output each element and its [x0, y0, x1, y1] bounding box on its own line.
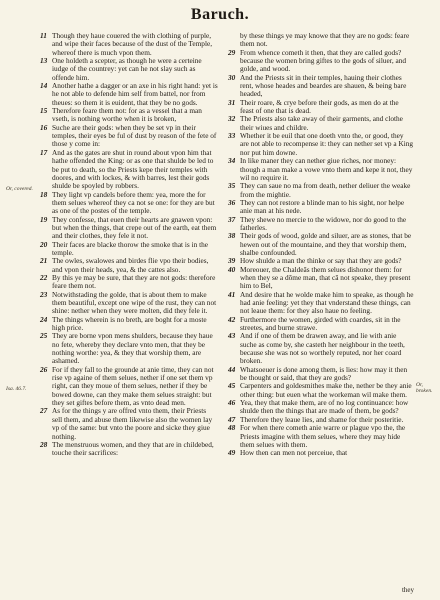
verse	[228, 49, 414, 74]
left-column	[40, 32, 218, 458]
verse-number: 37	[228, 214, 236, 224]
verse	[228, 424, 414, 449]
verse	[228, 232, 414, 257]
verse-text: Though they haue couered the with clothing of purple, and wipe their faces because of the dust of the Temple, whereof there is much vpon them.	[52, 31, 213, 57]
verse-number: 49	[228, 448, 236, 458]
verse-number: 39	[228, 256, 236, 266]
verse-number: 27	[40, 406, 48, 416]
verse-number: 23	[40, 289, 48, 299]
verse-text: They can saue no ma from death, nether deliuer the weake from the mightie.	[240, 181, 411, 199]
margin-note: Isa. 46.7.	[6, 386, 27, 392]
verse	[228, 132, 414, 157]
verse-number: 35	[228, 181, 236, 191]
verse-text: In like maner they can nether giue riches, nor money: though a man make a vowe vnto them and kepe it not, they wil no require it.	[240, 156, 413, 182]
verse-number: 46	[228, 398, 236, 408]
verse-text: Suche are their gods: when they be set vp in their temples, their eyes be ful of dust by reason of the fete of those y come in:	[52, 122, 217, 149]
verse-text: They confesse, that euen their hearts are gnawen vpon: but when the things, that crepe out of the earth, eat them and their clothes, they fele it not.	[52, 214, 217, 241]
verse-number: 32	[228, 114, 236, 124]
verse	[228, 115, 414, 132]
verse-number: 15	[40, 106, 48, 116]
verse	[40, 82, 218, 107]
verse-text: They are borne vpon mens shulders, because they haue no fete, whereby they declare vnto men, that they be nothing worthe: yea, & they that worship them, are ashamed.	[52, 331, 213, 366]
verse-text: They can not restore a blinde man to his sight, nor helpe anie man at his nede.	[240, 197, 405, 216]
verse-text: Carpenters and goldesmithes make the, nether be they anie other thing: but euen what the workeman wil make them.	[240, 381, 412, 399]
verse-text: For when there cometh anie warre or plague vpo the, the Priests imagine with them selues, where they may hide them selues with them.	[240, 423, 406, 449]
verse	[40, 332, 218, 365]
verse	[40, 291, 218, 316]
verse-number: 48	[228, 423, 236, 433]
verse	[228, 291, 414, 316]
verse	[40, 124, 218, 149]
verse-text: Moreouer, the Chaldeās them selues dishonor them: for when they se a dōme man, that cā not speake, they present him to Bel,	[240, 264, 411, 291]
verse	[228, 266, 414, 291]
page-title: Baruch.	[190, 6, 250, 23]
verse-number: 36	[228, 197, 236, 207]
verse	[228, 332, 414, 365]
verse-number: 17	[40, 147, 48, 157]
verse	[40, 407, 218, 440]
verse-text: For if they fall to the grounde at anie time, they can not rise vp againe of them selues, nether if one set them vp right, can they moue of them selues, nether if they be bowed downe, can they make them selues straight: but they set giftes before them, as vnto dead men.	[52, 364, 214, 408]
verse	[40, 32, 218, 57]
verse-text: And as the gates are shut in round about vpon him that hathe offended the King: or as one that shulde be led to be put to death, so the Priests kepe their temples with doores, and with lockes, & with barres, lest their gods shulde be spoyled by robbers.	[52, 147, 214, 191]
verse	[40, 316, 218, 333]
verse-text: And desire that he wolde make him to speake, as though he had anie feeling: yet they that vnderstand these things, can not leaue them: for they also haue no feeling.	[240, 289, 414, 316]
verse	[40, 57, 218, 82]
margin-note: Or, covered.	[6, 186, 33, 192]
verse-number: 26	[40, 364, 48, 374]
verse-number: 16	[40, 122, 48, 132]
verse	[40, 366, 218, 408]
verse-text: Their gods of wood, golde and siluer, are as stones, that be hewen out of the mountaine, and they that worship them, shalbe confounded.	[240, 231, 412, 257]
verse-text: Their roare, & crye before their gods, as men do at the feast of one that is dead.	[240, 97, 399, 116]
verse-number: 43	[228, 331, 236, 341]
verse	[40, 149, 218, 191]
verse	[228, 199, 414, 216]
verse-number: 22	[40, 272, 48, 282]
verse-number: 47	[228, 414, 236, 424]
verse-number: 14	[40, 81, 48, 91]
verse-number: 33	[228, 131, 236, 141]
verse-number: 25	[40, 331, 48, 341]
verse-number: 41	[228, 289, 236, 299]
verse	[228, 316, 414, 333]
verse-number: 42	[228, 314, 236, 324]
verse	[40, 107, 218, 124]
verse-text: Therefore feare them not: for as a vessel that a man vseth, is nothing worthe when it is broken,	[52, 106, 202, 124]
verse-number: 40	[228, 264, 236, 274]
verse-text: by these things ye may knowe that they are no gods: feare them not.	[240, 31, 410, 49]
verse-text: Whether it be euil that one doeth vnto the, or good, they are not able to recompense it: they can nether set vp a King nor put him downe.	[240, 131, 414, 157]
verse-text: Furthermore the women, girded with coardes, sit in the streetes, and burne strawe.	[240, 314, 401, 333]
verse	[228, 449, 414, 457]
verse	[40, 274, 218, 291]
verse-text: How shulde a man the thinke or say that they are gods?	[240, 256, 402, 266]
verse-text: Their faces are blacke thorow the smoke that is in the temple.	[52, 239, 209, 257]
verse	[228, 366, 414, 383]
verse	[228, 157, 414, 182]
verse-number: 34	[228, 156, 236, 166]
verse-text: Yea, they that make them, are of no log continuance: how shulde then the things that are made of them, be gods?	[240, 398, 409, 416]
verse-text: The owles, swalowes and birdes flie vpo their bodies, and vpon their heads, yea, & the cattes also.	[52, 256, 209, 274]
verse-number: 24	[40, 314, 48, 324]
verse	[228, 182, 414, 199]
catchword: they	[401, 586, 414, 594]
verse-number: 13	[40, 56, 48, 66]
verse	[228, 216, 414, 233]
verse-text: Whatsoeuer is done among them, is lies: how may it then be thought or said, that they are gods?	[240, 364, 408, 383]
verse-text: And the Priests sit in their temples, hauing their clothes rent, whose heades and beardes are shauen, & being bare headed,	[240, 72, 407, 99]
verse-number: 30	[228, 72, 236, 82]
verse	[40, 441, 218, 458]
verse	[40, 216, 218, 241]
verse-text: The menstruous women, and they that are in childebed, touche their sacrifices:	[52, 439, 214, 458]
verse-number: 11	[40, 31, 47, 40]
verse	[228, 32, 414, 49]
verse	[228, 399, 414, 416]
verse-text: One holdeth a scepter, as though he were a certeine iudge of the countrey: yet can he not slay such as offende him.	[52, 56, 202, 82]
verse-text: How then can men not perceiue, that	[240, 448, 348, 458]
verse-text: By this ye may be sure, that they are not gods: therefore feare them not.	[52, 272, 216, 291]
verse-text: Another hathe a dagger or an axe in his right hand: yet is he not able to defende him self from battel, nor from theues: so them it is euident, that they be no gods.	[52, 81, 218, 107]
right-column	[228, 32, 414, 458]
verse-number: 21	[40, 256, 48, 266]
verse-text: They shewe no mercie to the widowe, nor do good to the fatherles.	[240, 214, 407, 232]
verse-text: The Priests also take away of their garments, and clothe their wiues and childre.	[240, 114, 403, 132]
verse	[228, 382, 414, 399]
verse	[40, 257, 218, 274]
verse-text: They light vp candels before them: yea, more the for them selues whereof they ca not se one: for they are but as one of the postes of the temple.	[52, 189, 215, 216]
verse-number: 20	[40, 239, 48, 249]
verse-text: Notwithstading the golde, that is about them to make them beautiful, except one wipe of the rust, they can not shine: nether when they were molten, did they fele it.	[52, 289, 217, 316]
verse	[228, 74, 414, 99]
margin-note: Or, broken.	[416, 382, 433, 394]
verse-number: 29	[228, 47, 236, 57]
verse-text: Therefore they leaue lies, and shame for their posteritie.	[240, 414, 404, 424]
verse-number: 44	[228, 364, 236, 374]
verse-text: From whence cometh it then, that they are called gods? because the women bring giftes to the gods of siluer, and golde, and wood.	[240, 47, 407, 74]
verse	[40, 241, 218, 258]
verse-text: As for the things y are offred vnto them, their Priests sell them, and abuse them likewise also the women lay vp of the same: but vnto the poore and sicke they giue nothing.	[52, 406, 213, 441]
verse	[40, 191, 218, 216]
verse-number: 19	[40, 214, 48, 224]
verse-number: 28	[40, 439, 48, 449]
verse-text: And if one of them be drawen away, and lie with anie suche as come by, she casteth her neighbour in the teeth, because she was not so worthely reputed, nor her coard broken.	[240, 331, 405, 366]
verse-number: 18	[40, 189, 48, 199]
verse-number: 45	[228, 381, 236, 391]
verse-number: 31	[228, 97, 236, 107]
verse-number: 38	[228, 231, 236, 241]
verse	[228, 99, 414, 116]
verse-text: The things wherein is no breth, are boght for a moste high price.	[52, 314, 207, 333]
